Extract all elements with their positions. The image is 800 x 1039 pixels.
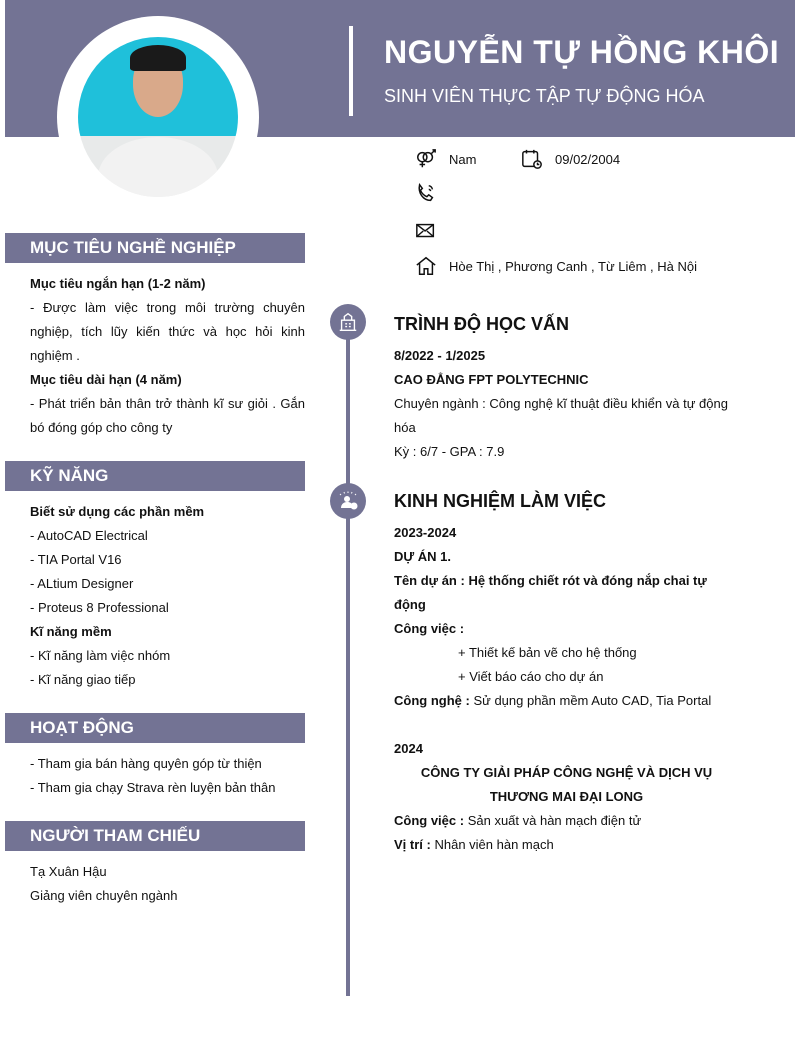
activities-content (30, 752, 305, 800)
skill-item: - Proteus 8 Professional (30, 600, 169, 615)
project-title: DỰ ÁN 1. (394, 549, 452, 564)
project-name: Hệ thống chiết rót và đóng nắp chai tự động (394, 573, 707, 612)
long-term-label: Mục tiêu dài hạn (4 năm) (30, 372, 182, 387)
education-period: 8/2022 - 1/2025 (394, 348, 486, 363)
home-icon (415, 255, 437, 277)
software-label: Biết sử dụng các phần mềm (30, 504, 205, 519)
job-period: 2024 (394, 741, 423, 756)
email-info (415, 220, 449, 242)
activity-item: - Tham gia bán hàng quyên góp từ thiện (30, 756, 262, 771)
section-title-activities: HOẠT ĐỘNG (5, 713, 305, 743)
calendar-icon (521, 148, 543, 170)
tech-label: Công nghệ : (394, 693, 470, 708)
skill-item: - TIA Portal V16 (30, 552, 122, 567)
phone-icon (415, 182, 437, 204)
position-label: Vị trí : (394, 837, 431, 852)
position-value: Nhân viên hàn mạch (434, 837, 554, 852)
section-title-experience: KINH NGHIỆM LÀM VIỆC (394, 491, 607, 511)
education-content (394, 344, 739, 464)
short-term-label: Mục tiêu ngắn hạn (1-2 năm) (30, 276, 206, 291)
skill-item: - ALtium Designer (30, 576, 134, 591)
tech-value: Sử dụng phần mềm Auto CAD, Tia Portal (473, 693, 712, 708)
gender-icon (415, 148, 437, 170)
header-divider (349, 26, 353, 116)
work-label: Công việc : (394, 621, 465, 636)
activity-item: - Tham gia chạy Strava rèn luyện bản thân (30, 780, 276, 795)
references-content (30, 860, 305, 908)
avatar-photo (78, 37, 238, 197)
reference-position: Giảng viên chuyên ngành (30, 888, 178, 903)
skill-item: - Kĩ năng làm việc nhóm (30, 648, 171, 663)
candidate-role: SINH VIÊN THỰC TẬP TỰ ĐỘNG HÓA (384, 86, 705, 106)
project-name-label: Tên dự án : (394, 573, 465, 588)
work-value: Sản xuất và hàn mạch điện tử (467, 813, 642, 828)
gender-info (415, 148, 476, 170)
task-item: + Thiết kế bản vẽ cho hệ thống (458, 645, 637, 660)
experience-content (394, 521, 739, 857)
task-item: + Viết báo cáo cho dự án (458, 669, 604, 684)
address-info (415, 255, 697, 277)
timeline-line (346, 312, 350, 996)
long-term-text: - Phát triển bản thân trở thành kĩ sư giỏi . Gắn bó đóng góp cho công ty (30, 396, 305, 435)
education-gpa: Kỳ : 6/7 - GPA : 7.9 (394, 444, 505, 459)
work-label: Công việc : (394, 813, 465, 828)
skills-content (30, 500, 305, 692)
dob-info (521, 148, 620, 170)
school-icon (330, 304, 366, 340)
section-title-education: TRÌNH ĐỘ HỌC VẤN (394, 314, 569, 334)
email-icon (415, 220, 437, 242)
education-major: Chuyên ngành : Công nghệ kĩ thuật điều khiển và tự động hóa (394, 396, 728, 435)
section-title-objective: MỤC TIÊU NGHỀ NGHIỆP (5, 233, 305, 263)
soft-skills-label: Kĩ năng mềm (30, 624, 112, 639)
skill-item: - Kĩ năng giao tiếp (30, 672, 136, 687)
company-name: CÔNG TY GIẢI PHÁP CÔNG NGHỆ VÀ DỊCH VỤ THƯƠNG MAI ĐẠI LONG (420, 765, 713, 804)
address-value: Hòe Thị , Phương Canh , Từ Liêm , Hà Nội (449, 258, 698, 274)
job-period: 2023-2024 (394, 525, 457, 540)
dob-value: 09/02/2004 (555, 151, 621, 167)
section-title-references: NGƯỜI THAM CHIẾU (5, 821, 305, 851)
short-term-text: - Được làm việc trong môi trường chuyên nghiệp, tích lũy kiến thức và học hỏi kinh nghiệm . (30, 300, 305, 363)
reference-name: Tạ Xuân Hậu (30, 864, 107, 879)
team-award-icon (330, 483, 366, 519)
section-title-skills: KỸ NĂNG (5, 461, 305, 491)
skill-item: - AutoCAD Electrical (30, 528, 148, 543)
gender-value: Nam (449, 151, 477, 167)
candidate-name: NGUYỄN TỰ HỒNG KHÔI (384, 34, 780, 70)
school-name: CAO ĐẲNG FPT POLYTECHNIC (394, 372, 589, 387)
objective-content (30, 272, 305, 440)
phone-info (415, 182, 449, 204)
